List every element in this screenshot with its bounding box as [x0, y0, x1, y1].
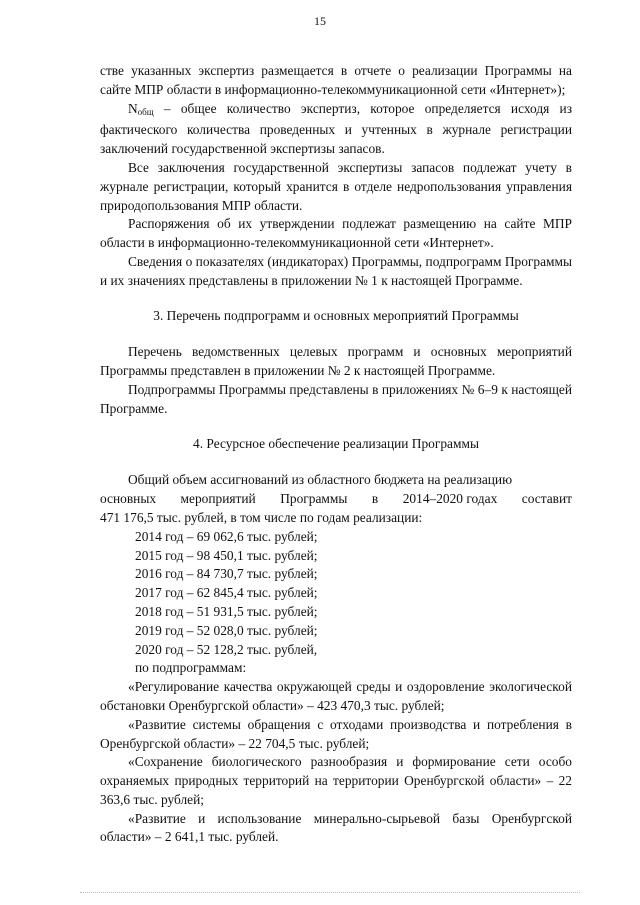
year-item: 2017 год – 62 845,4 тыс. рублей; — [135, 585, 318, 601]
section-4-line-3: 471 176,5 тыс. рублей, в том числе по годам реализации: — [100, 509, 423, 525]
year-item: 2018 год – 51 931,5 тыс. рублей; — [135, 603, 318, 619]
paragraph-4: Распоряжения об их утверждении подлежат размещению на сайте МПР области в информационно-телекоммуникационной сети «Интернет». — [100, 216, 572, 251]
year-item: 2019 год – 52 028,0 тыс. рублей; — [135, 622, 318, 638]
word: в — [371, 491, 379, 507]
section-4-title: 4. Ресурсное обеспечение реализации Программы — [193, 435, 479, 451]
by-subprograms-label: по подпрограммам: — [135, 660, 247, 676]
word: основных — [100, 491, 157, 507]
section-4-line-1: Общий объем ассигнований из областного бюджета на реализацию — [128, 472, 513, 488]
word: мероприятий — [180, 491, 256, 507]
section-4-line-2 — [100, 490, 572, 509]
paragraph-n-total — [100, 100, 572, 159]
word: Программы — [280, 491, 348, 507]
section-3-paragraph-1: Перечень ведомственных целевых программ и основных мероприятий Программы представлен в приложении № 2 к настоящей Программе. — [100, 344, 572, 379]
subprogram-3: «Сохранение биологического разнообразия и формирование сети особо охраняемых природных территорий на территории Оренбургской области» – 22 363,6 тыс. рублей; — [100, 754, 572, 807]
n-symbol: N — [128, 100, 138, 116]
year-item: 2014 год – 69 062,6 тыс. рублей; — [135, 528, 318, 544]
section-3-paragraph-2: Подпрограммы Программы представлены в приложениях № 6–9 к настоящей Программе. — [100, 381, 572, 416]
scan-artifact-divider — [80, 891, 580, 893]
word: 2014–2020 годах — [402, 491, 498, 507]
paragraph-5: Сведения о показателях (индикаторах) Программы, подпрограмм Программы и их значениях представлены в приложении № 1 к настоящей Программе. — [100, 253, 572, 288]
section-3-title: 3. Перечень подпрограмм и основных мероприятий Программы — [153, 307, 519, 323]
year-item: 2015 год – 98 450,1 тыс. рублей; — [135, 547, 318, 563]
page-number: 15 — [314, 14, 326, 28]
paragraph-3: Все заключения государственной экспертизы запасов подлежат учету в журнале регистрации, который хранится в отделе недропользования управления природопользования МПР области. — [100, 159, 572, 213]
paragraph-1: стве указанных экспертиз размещается в отчете о реализации Программы на сайте МПР области в информационно-телекоммуникационной сети «Интернет»); — [100, 63, 572, 97]
subprogram-1: «Регулирование качества окружающей среды и оздоровление экологической обстановки Оренбургской области» – 423 470,3 тыс. рублей; — [100, 679, 572, 713]
year-item: 2016 год – 84 730,7 тыс. рублей; — [135, 566, 318, 582]
subprogram-4: «Развитие и использование минерально-сырьевой базы Оренбургской области» – 2 641,1 тыс. рублей. — [100, 810, 572, 845]
n-definition: – общее количество экспертиз, которое определяется исходя из фактического количества проведенных и учтенных в журнале регистрации заключений государственной экспертизы запасов. — [100, 100, 572, 157]
document-body — [100, 62, 572, 847]
word: составит — [521, 491, 572, 507]
subprogram-2: «Развитие системы обращения с отходами производства и потребления в Оренбургской области» – 22 704,5 тыс. рублей; — [100, 716, 572, 751]
year-item: 2020 год – 52 128,2 тыс. рублей, — [135, 641, 318, 657]
n-subscript: общ — [137, 106, 154, 117]
